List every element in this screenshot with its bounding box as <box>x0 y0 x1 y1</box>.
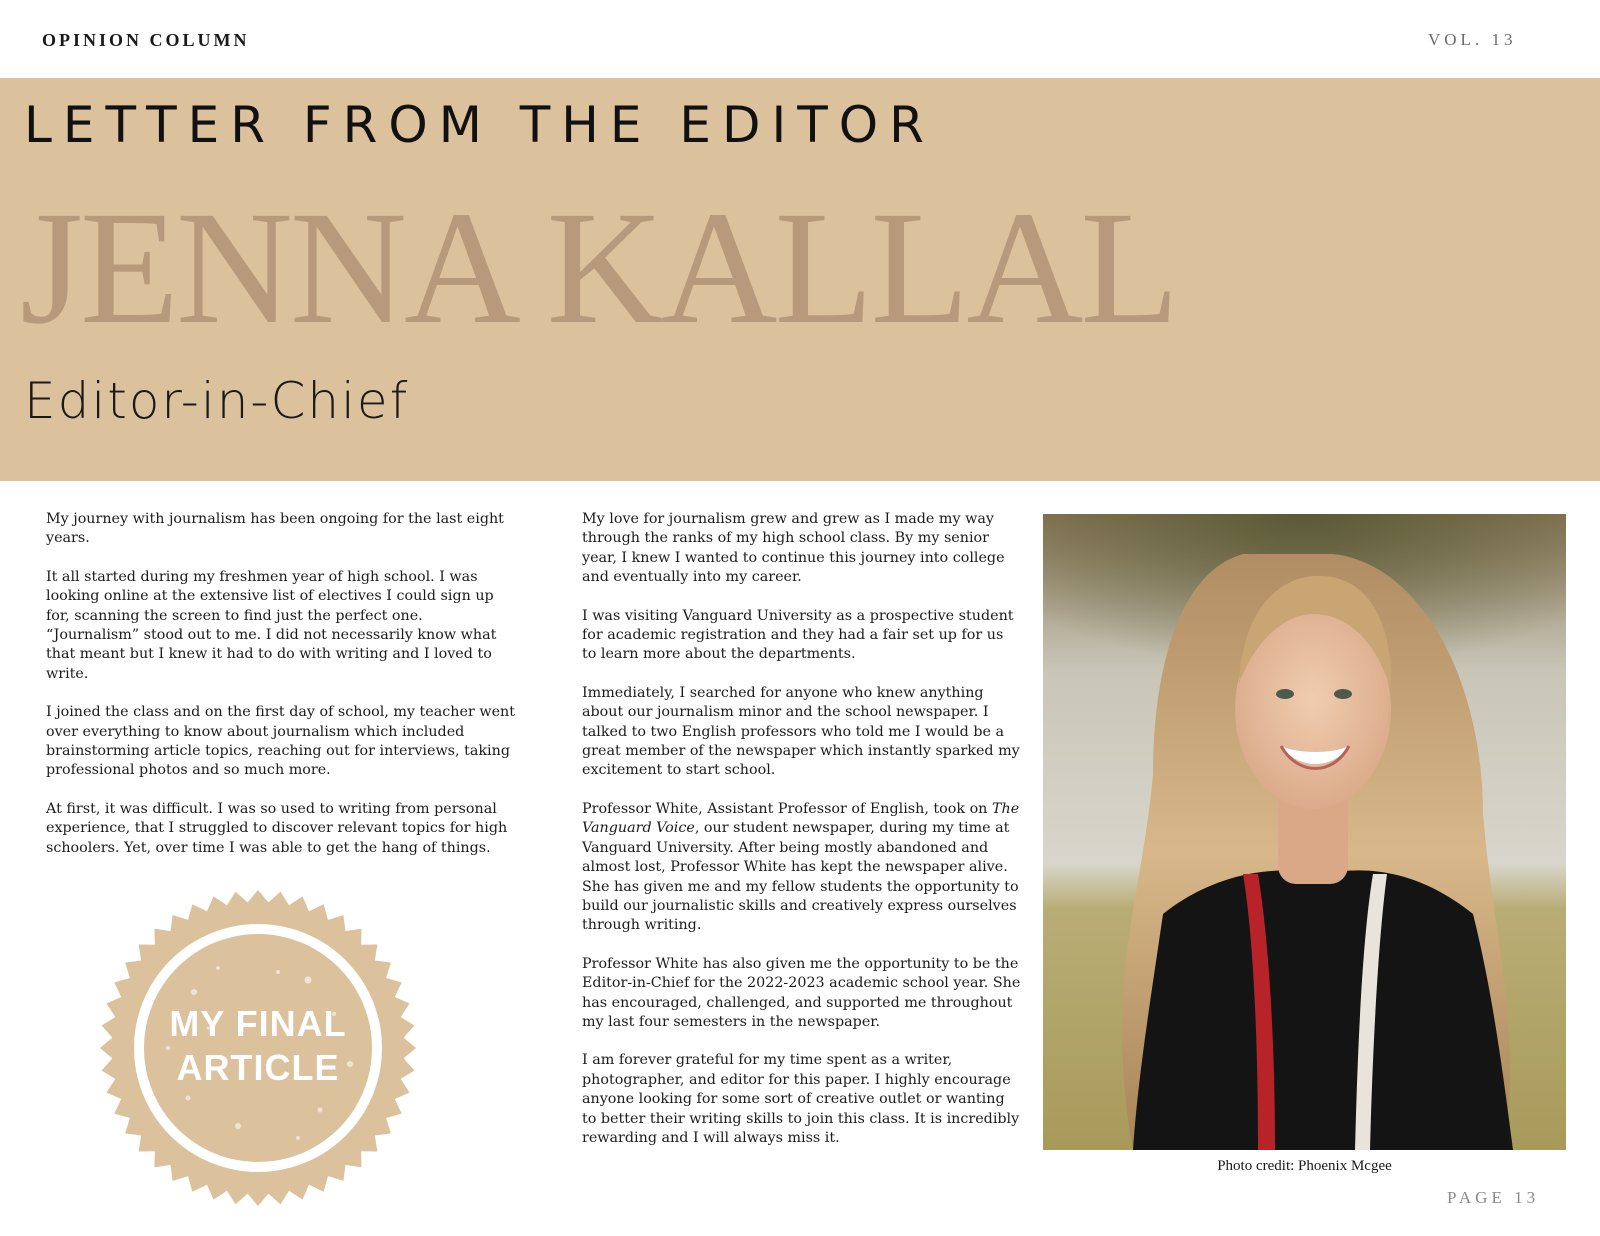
author-photo <box>1043 514 1566 1150</box>
paragraph: It all started during my freshmen year of high school. I was looking online at the extensive list of electives I could sign up for, scanning the screen to find just the perfect one. “Journalism” stood out to me. I did not necessarily know what that meant but I knew it had to do with writing and I loved to write. <box>46 568 497 682</box>
kicker-heading: LETTER FROM THE EDITOR <box>24 96 935 154</box>
portrait-image <box>1043 514 1566 1150</box>
article-column-middle <box>582 510 1022 1167</box>
paragraph-text: Professor White, Assistant Professor of English, took on <box>582 800 992 817</box>
author-name: JENNA KALLAL <box>20 179 1177 358</box>
section-label: OPINION COLUMN <box>42 30 250 50</box>
stamp-line-1: MY FINAL <box>169 1003 347 1044</box>
volume-label: VOL. 13 <box>1428 30 1517 49</box>
paragraph: Immediately, I searched for anyone who knew anything about our journalism minor and the school newspaper. I talked to two English professors who told me I would be a great member of the newspaper which instantly sparked my excitement to start school. <box>582 684 1020 779</box>
paragraph-text: , our student newspaper, during my time at Vanguard University. After being mostly abandoned and almost lost, Professor White has kept the newspaper alive. She has given me and my fellow students the opportunity to build our journalistic skills and creatively express ourselves through writing. <box>582 820 1019 934</box>
final-article-stamp <box>98 888 418 1208</box>
paragraph: My journey with journalism has been ongoing for the last eight years. <box>46 511 504 547</box>
stamp-line-2: ARTICLE <box>176 1047 340 1088</box>
paragraph: At first, it was difficult. I was so used to writing from personal experience, that I struggled to discover relevant topics for high schoolers. Yet, over time I was able to get the hang of things. <box>46 800 508 856</box>
newspaper-title: The Vanguard Voice <box>582 800 1020 837</box>
photo-credit: Photo credit: Phoenix Mcgee <box>1217 1158 1392 1174</box>
article-column-left <box>46 510 516 877</box>
stamp-graphic <box>98 888 418 1208</box>
paragraph: I am forever grateful for my time spent as a writer, photographer, and editor for this paper. I highly encourage anyone looking for some sort of creative outlet or wanting to better their writing skills to join this class. It is incredibly rewarding and I will always miss it. <box>582 1052 1020 1146</box>
title-banner <box>0 78 1600 481</box>
paragraph <box>582 800 1022 936</box>
paragraph: I was visiting Vanguard University as a prospective student for academic registration and they had a fair set up for us to learn more about the departments. <box>582 607 1014 663</box>
paragraph: My love for journalism grew and grew as I made my way through the ranks of my high school class. By my senior year, I knew I wanted to continue this journey into college and eventually into my career. <box>582 511 1005 586</box>
paragraph: Professor White has also given me the opportunity to be the Editor-in-Chief for the 2022-2023 academic school year. She has encouraged, challenged, and supported me throughout my last four semesters in the newspaper. <box>582 955 1021 1030</box>
author-role: Editor-in-Chief <box>24 372 410 430</box>
page-number: PAGE 13 <box>1447 1188 1540 1207</box>
paragraph: I joined the class and on the first day of school, my teacher went over everything to know about journalism which included brainstorming article topics, reaching out for interviews, taking professional photos and so much more. <box>46 704 515 779</box>
